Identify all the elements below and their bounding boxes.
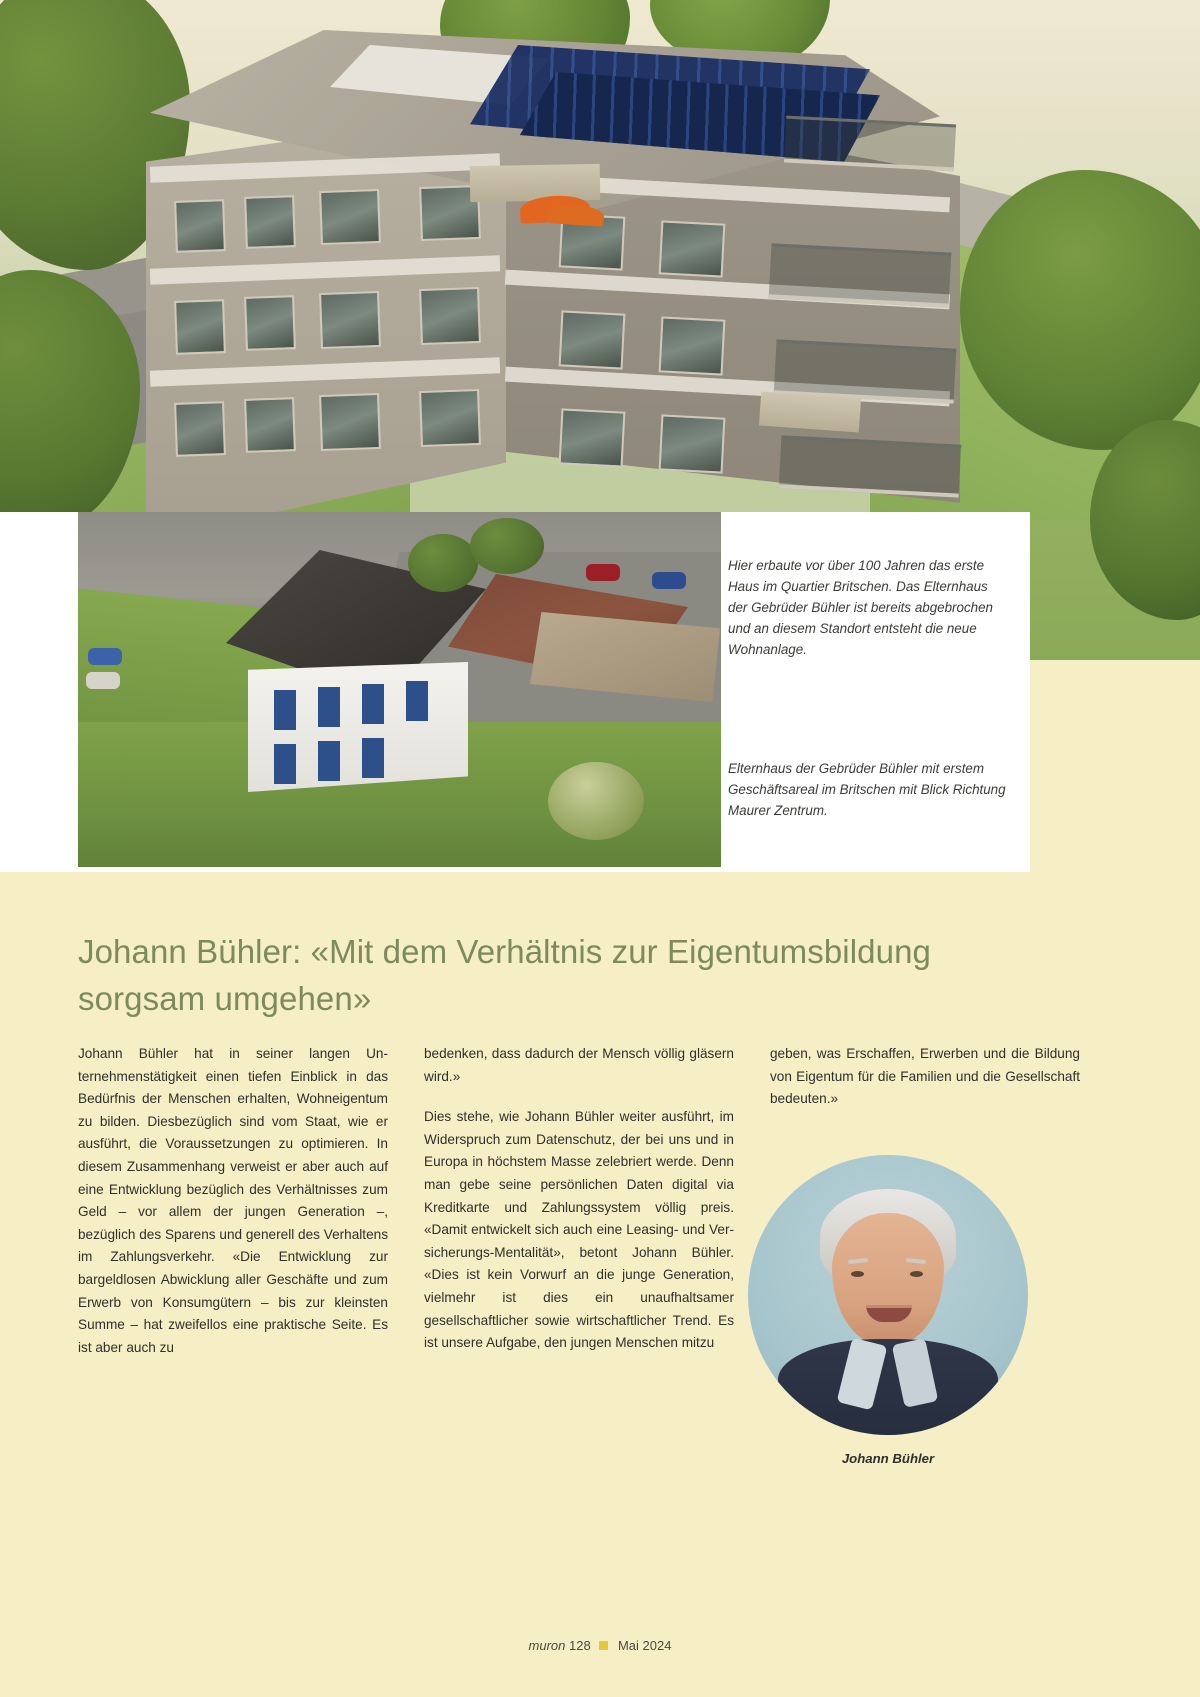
window [319,393,381,451]
portrait-eye [910,1271,923,1277]
window [244,295,296,351]
photo-shutter [318,741,340,781]
window [174,199,226,253]
paragraph: Johann Bühler hat in seiner langen Unternehmenstätigkeit einen tiefen Einblick in das Bedürfnis der Menschen erhalten, Wohneigentum zu bilden. Diesbezüglich sind vom Staat, wie er ausführt, die Voraussetzungen zu optimieren. In diesem Zusammenhang verweist er aber auch auf eine Entwicklung bezüglich des Verhältnisses zum Geld – vor allem der jungen Generation –, bezüglich des Sparens und generell des Verhaltens im Zahlungsverkehr. «Die Entwicklung zur bargeldlosen Abwicklung aller Geschäfte und zum Erwerb von Konsumgütern – bis zur kleinsten Summe – hat zweifellos eine praktische Seite. Es ist aber auch zu [78,1046,388,1355]
photo-shutter [274,744,296,784]
tree-icon [548,762,644,840]
tree-icon [408,534,478,592]
photo-shutter [362,684,384,724]
photo-shutter [274,690,296,730]
portrait-eye [851,1271,864,1277]
footer-brand: muron [528,1638,566,1653]
article-column-1 [78,1043,388,1359]
window [174,299,226,355]
portrait-caption: Johann Bühler [841,1451,935,1466]
photo-old-house [78,512,721,867]
car-icon [652,572,686,589]
window [244,195,296,249]
car-icon [88,648,122,665]
photo-shutter [362,738,384,778]
photo-caption-top: Hier erbaute vor über 100 Jahren das erste Haus im Quartier Britschen. Das Elternhaus der Gebrüder Bühler ist bereits abgebrochen und an diesem Standort entsteht die neue Wohnanlage. [728,558,993,657]
balcony [769,243,952,307]
window [659,316,726,375]
window [659,220,726,277]
window [174,401,226,457]
window [419,287,481,345]
article-headline: Johann Bühler: «Mit dem Verhältnis zur Eigentumsbildung sorgsam umgehen» [78,933,931,1018]
window [419,389,481,447]
roof-terrace [784,116,956,172]
footer-page-number: 128 [569,1638,591,1653]
photo-caption-bottom: Elternhaus der Gebrüder Bühler mit erstem Geschäftsareal im Britschen mit Blick Richtung Maurer Zentrum. [728,761,1006,818]
paragraph: bedenken, dass dadurch der Mensch völlig gläsern wird.» [424,1046,734,1084]
tree-icon [470,518,544,574]
paragraph: Dies stehe, wie Johann Bühler weiter ausführt, im Widerspruch zum Datenschutz, der bei uns und in Europa in höchstem Masse zelebriert werde. Denn man gebe seine persönlichen Daten digital via Kreditkarte und Zahlungssystem völlig preis. «Damit entwickelt sich auch eine Leasing- und Versicherungs-Mentalität», betont Johann Bühler. «Dies ist kein Vorwurf an die junge Generation, vielmehr ist dies ein unaufhaltsamer gesellschaftlicher sowie wirtschaftlicher Trend. Es ist unsere Aufgabe, den jungen Menschen mitzu [424,1109,734,1351]
awning [470,164,601,202]
paragraph: geben, was Erschaffen, Erwerben und die Bildung von Eigentum für die Familien und die Gesellschaft bedeuten.» [770,1046,1080,1107]
window [559,310,626,369]
photo-shutter [318,687,340,727]
portrait-block [738,1155,1038,1466]
window [659,414,726,473]
car-icon [86,672,120,689]
balcony [779,435,962,497]
portrait-jacket [778,1339,998,1435]
footer-date: Mai 2024 [617,1638,672,1653]
window [244,397,296,453]
awning [759,392,861,433]
photo-shutter [406,681,428,721]
article-column-2 [424,1043,734,1359]
page-footer [0,1638,1200,1653]
portrait-face [832,1213,944,1345]
footer-square-icon [599,1641,608,1650]
window [319,189,381,245]
portrait-photo [748,1155,1028,1435]
window [559,408,626,467]
window [319,291,381,349]
car-icon [586,564,620,581]
